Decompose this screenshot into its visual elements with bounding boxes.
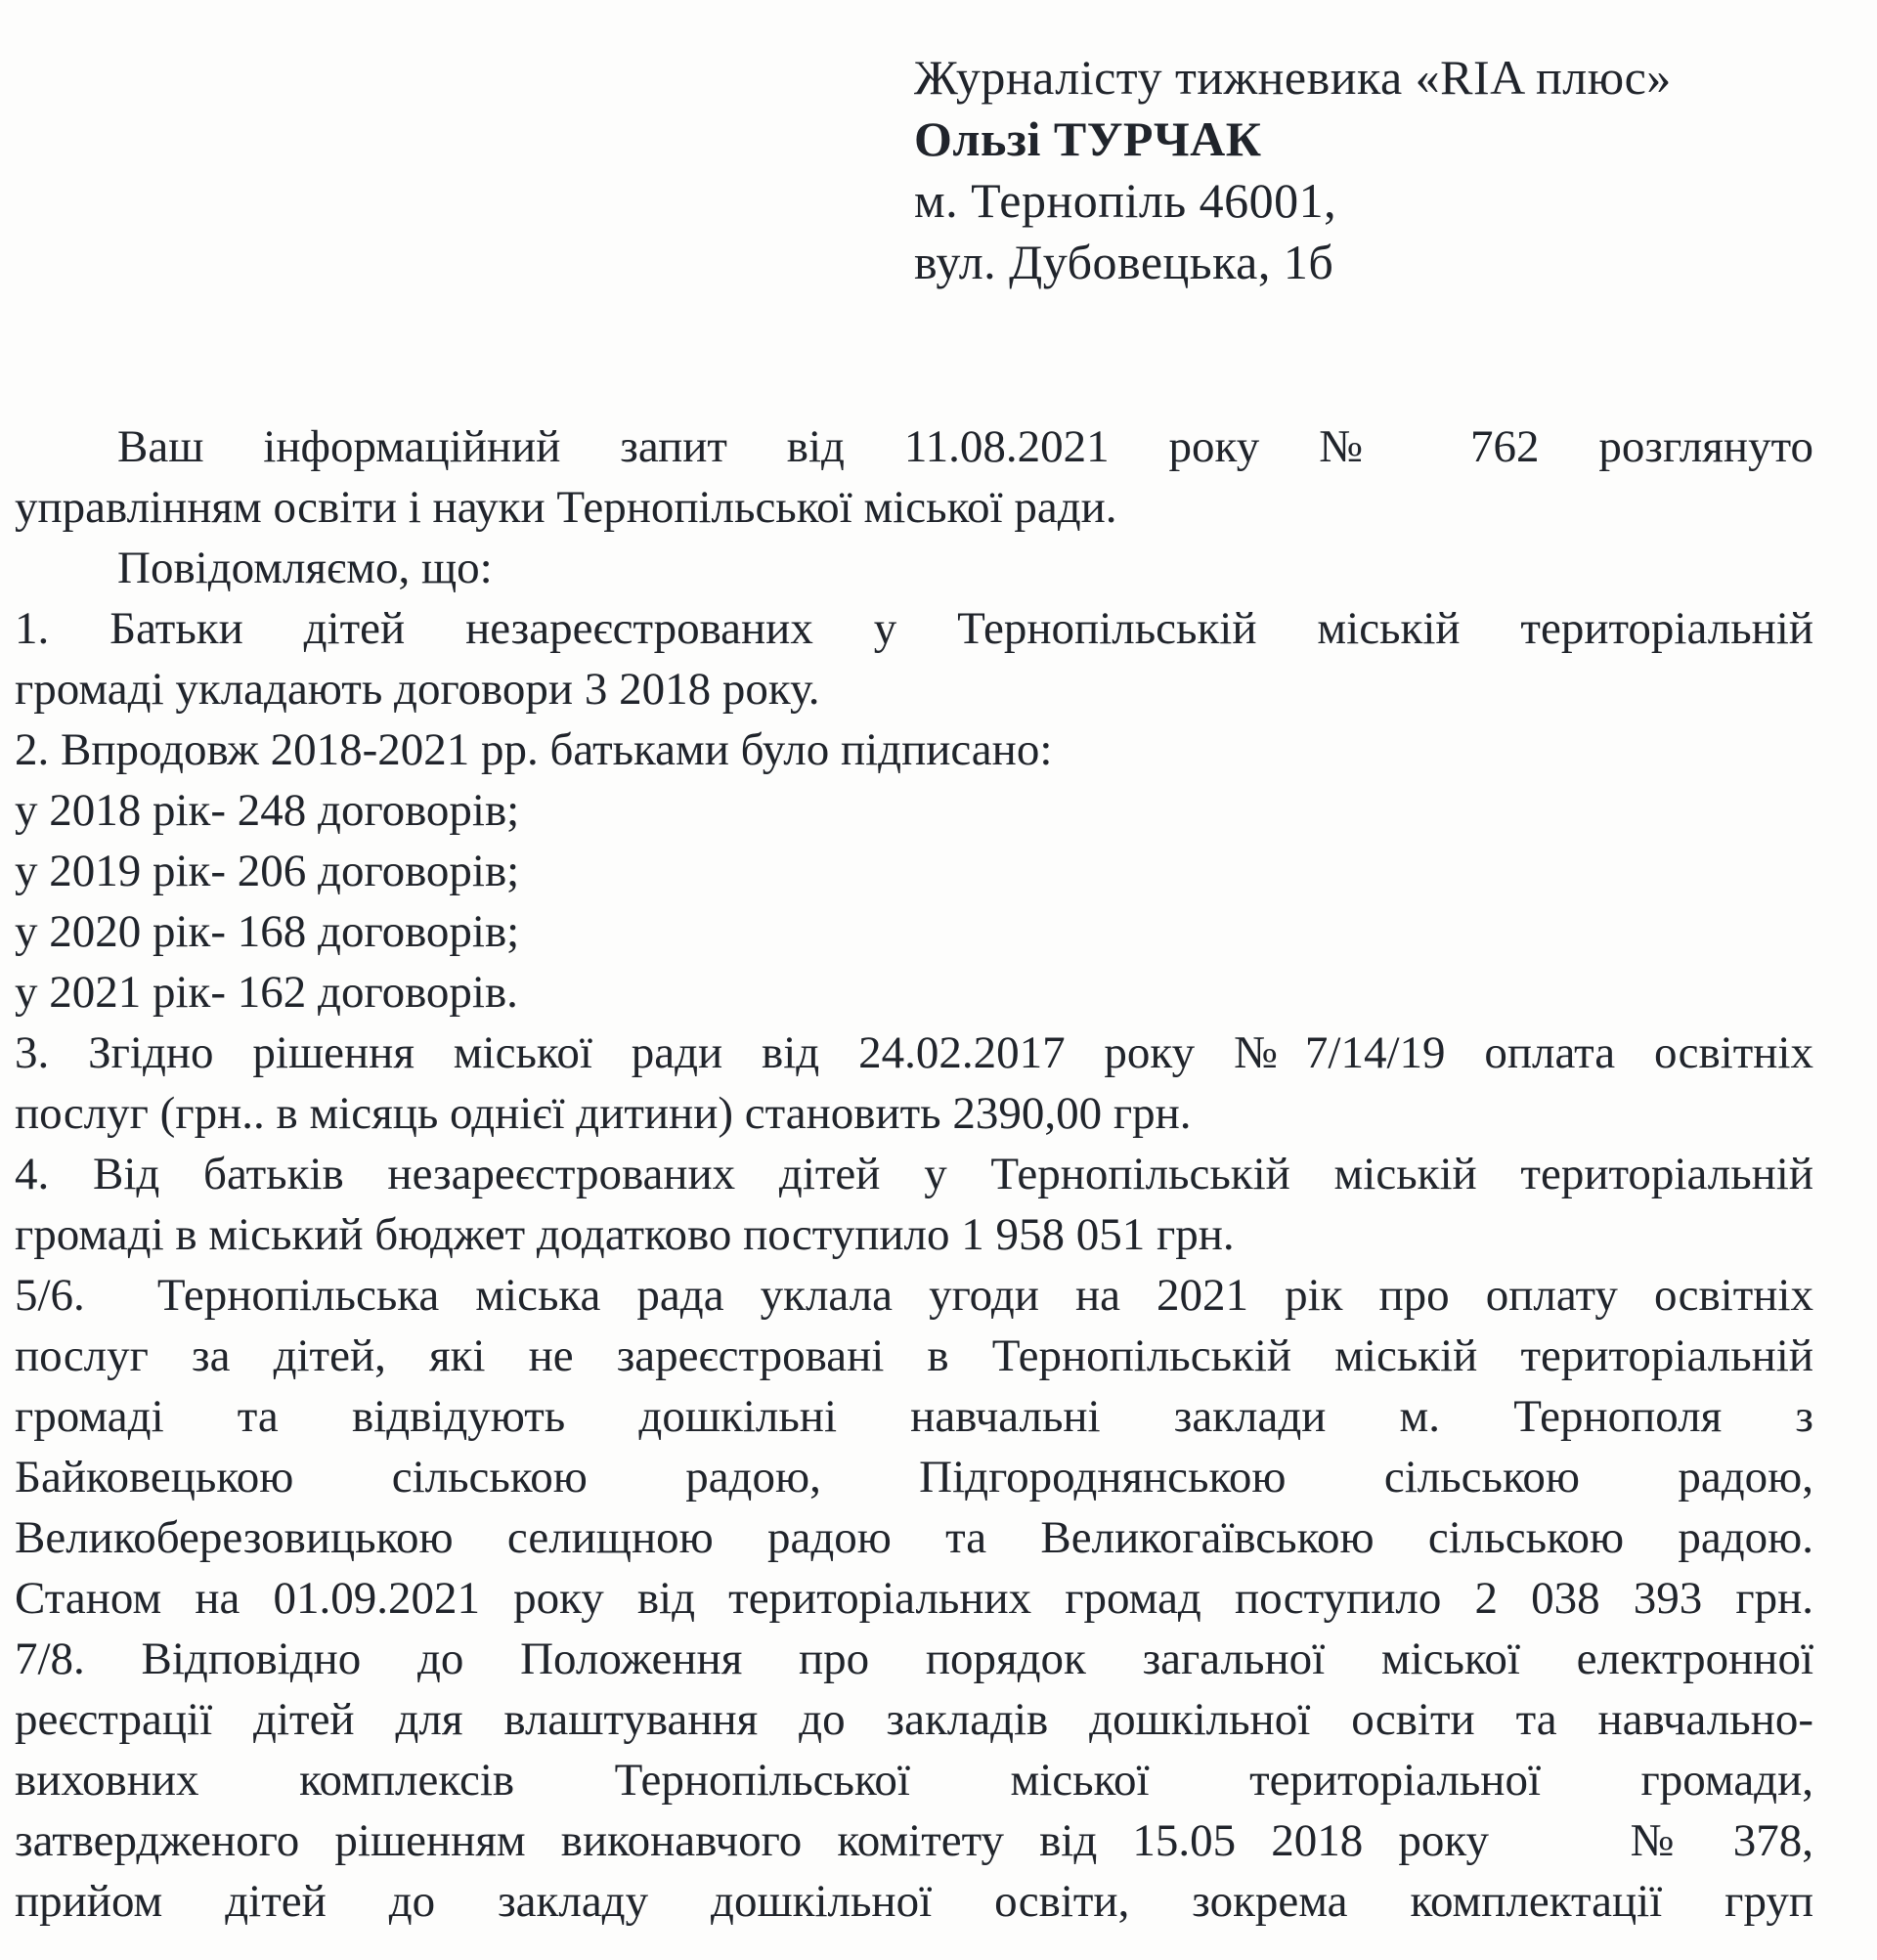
- body-line: Великоберезовицькою селищною радою та Великогаївською сільською радою.: [15, 1512, 1813, 1563]
- body-line: 5/6. Тернопільська міська рада уклала угоди на 2021 рік про оплату освітніх: [15, 1270, 1813, 1321]
- recipient-address-block: [914, 47, 1672, 293]
- body-line: 1. Батьки дітей незареєстрованих у Тернопільській міській територіальній: [15, 603, 1813, 654]
- body-line: прийом дітей до закладу дошкільної освіти, зокрема комплектації груп: [15, 1876, 1813, 1927]
- recipient-name: Ользі ТУРЧАК: [914, 111, 1262, 166]
- body-line: 7/8. Відповідно до Положення про порядок загальної міської електронної: [15, 1633, 1813, 1684]
- body-line: затвердженого рішенням виконавчого комітету від 15.05 2018 року № 378,: [15, 1815, 1813, 1866]
- body-line: 3. Згідно рішення міської ради від 24.02.2017 року №7/14/19 оплата освітніх: [15, 1027, 1813, 1078]
- recipient-city: м. Тернопіль 46001,: [914, 173, 1337, 228]
- recipient-title: Журналісту тижневика «RIA плюс»: [914, 50, 1672, 105]
- body-line: Ваш інформаційний запит від 11.08.2021 року № 762 розглянуто: [117, 421, 1813, 472]
- body-line: управлінням освіти і науки Тернопільської міської ради.: [15, 482, 1117, 533]
- body-line: реєстрації дітей для влаштування до закладів дошкільної освіти та навчально-: [15, 1694, 1813, 1745]
- body-line: Повідомляємо, що:: [117, 543, 493, 593]
- body-line: у 2021 рік- 162 договорів.: [15, 967, 518, 1018]
- body-line: 2. Впродовж 2018-2021 рр. батьками було підписано:: [15, 724, 1053, 775]
- body-line: послуг за дітей, які не зареєстровані в Тернопільській міській територіальній: [15, 1330, 1813, 1381]
- body-line: Байковецькою сільською радою, Підгороднянською сільською радою,: [15, 1452, 1813, 1503]
- body-line: 4. Від батьків незареєстрованих дітей у Тернопільській міській територіальній: [15, 1149, 1813, 1199]
- body-line: у 2018 рік- 248 договорів;: [15, 785, 520, 836]
- body-line: у 2019 рік- 206 договорів;: [15, 846, 520, 896]
- body-line: громаді укладають договори 3 2018 року.: [15, 664, 820, 715]
- body-line: у 2020 рік- 168 договорів;: [15, 906, 520, 957]
- recipient-street: вул. Дубовецька, 1б: [914, 235, 1334, 289]
- body-line: Станом на 01.09.2021 року від територіальних громад поступило 2 038 393 грн.: [15, 1573, 1813, 1624]
- body-line: виховних комплексів Тернопільської міської територіальної громади,: [15, 1755, 1813, 1806]
- body-line: громаді в міський бюджет додатково поступило 1 958 051 грн.: [15, 1209, 1235, 1260]
- body-line: послуг (грн.. в місяць однієї дитини) становить 2390,00 грн.: [15, 1088, 1192, 1139]
- body-line: громаді та відвідують дошкільні навчальні заклади м. Тернополя з: [15, 1391, 1813, 1442]
- letter-body: [15, 416, 1813, 1932]
